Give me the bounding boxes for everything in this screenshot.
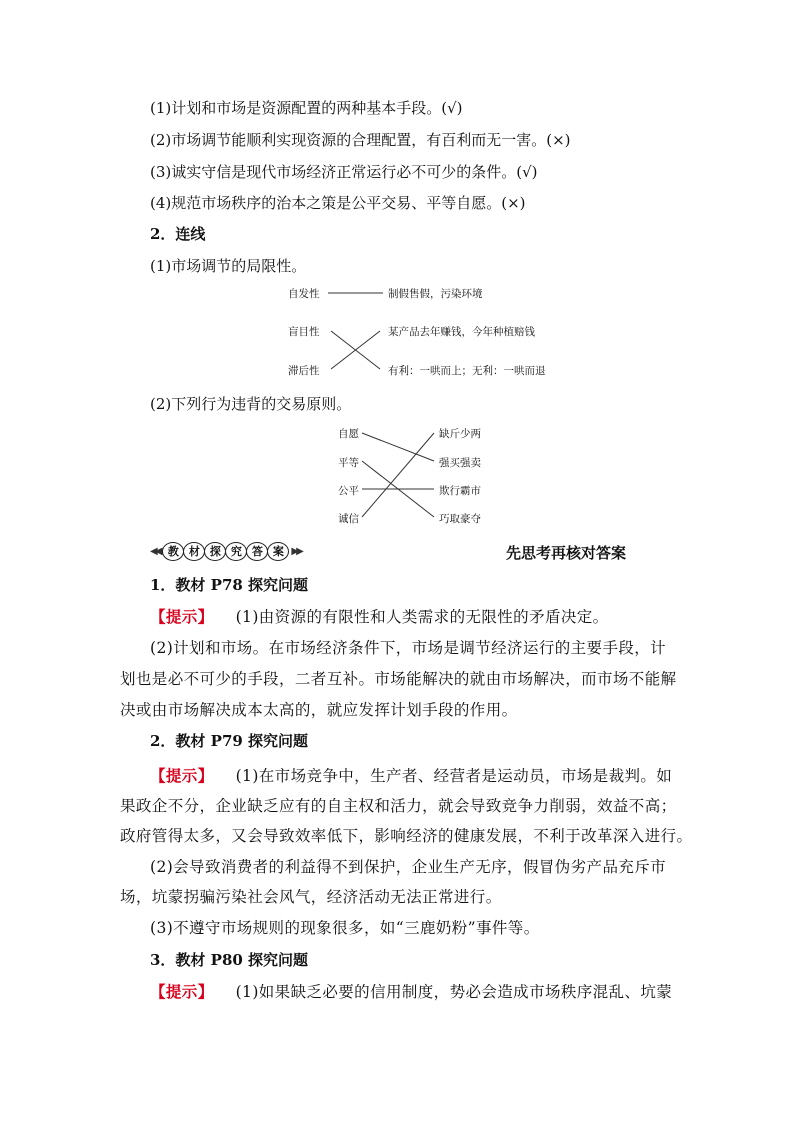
q2-line-1 — [150, 766, 672, 786]
banner-char: 究 — [225, 542, 247, 561]
q2-title: 2．教材 P79 探究问题 — [150, 732, 309, 750]
diagram2-right-4: 巧取豪夺 — [439, 513, 481, 525]
q2-line-4: (2)会导致消费者的利益得不到保护，企业生产无序，假冒伪劣产品充斥市 — [150, 858, 667, 876]
connector-voluntary — [362, 433, 434, 461]
banner-char: 材 — [183, 542, 205, 561]
q1-line-1-text: (1)由资源的有限性和人类需求的无限性的矛盾决定。 — [235, 608, 609, 626]
diagram2-left-4: 诚信 — [338, 513, 359, 525]
diagram1-right-1: 制假售假，污染环境 — [388, 288, 483, 300]
hint-label: 【提示】 — [150, 607, 214, 626]
diagram2-left-3: 公平 — [338, 485, 359, 497]
sub-2-title: (2)下列行为违背的交易原则。 — [150, 395, 352, 413]
diagram2-right-2: 强买强卖 — [439, 457, 481, 469]
diagram2-left-1: 自愿 — [338, 428, 359, 440]
q2-line-1-text: (1)在市场竞争中，生产者、经营者是运动员，市场是裁判。如 — [235, 767, 673, 785]
left-arrows-icon: ◀◀ — [150, 545, 160, 557]
banner-char: 案 — [267, 542, 289, 561]
q1-title: 1．教材 P78 探究问题 — [150, 576, 309, 594]
q2-line-3: 政府管得太多，又会导致效率低下，影响经济的健康发展，不利于改革深入进行。 — [120, 827, 693, 845]
q2-line-2: 果政企不分，企业缺乏应有的自主权和活力，就会导致竞争力削弱，效益不高； — [120, 797, 677, 815]
diagram1-left-3: 滞后性 — [288, 365, 320, 377]
q1-line-2: (2)计划和市场。在市场经济条件下，市场是调节经济运行的主要手段，计 — [150, 639, 667, 657]
section-2-title: 2．连线 — [150, 225, 206, 243]
banner-char: 答 — [246, 542, 268, 561]
q2-line-6: (3)不遵守市场规则的现象很多，如“三鹿奶粉”事件等。 — [150, 919, 540, 937]
q1-line-3: 划也是必不可少的手段，二者互补。市场能解决的就由市场解决，而市场不能解 — [120, 670, 677, 688]
q3-title: 3．教材 P80 探究问题 — [150, 951, 309, 969]
judgment-2: (2)市场调节能顺利实现资源的合理配置，有百利而无一害。(×) — [150, 131, 571, 149]
q1-line-4: 决或由市场解决成本太高的，就应发挥计划手段的作用。 — [120, 701, 518, 719]
diagram2-right-1: 缺斤少两 — [439, 428, 481, 440]
sub-1-title: (1)市场调节的局限性。 — [150, 257, 307, 275]
judgment-3: (3)诚实守信是现代市场经济正常运行必不可少的条件。(√) — [150, 163, 538, 181]
answer-banner — [150, 540, 301, 562]
q2-line-5: 场，坑蒙拐骗污染社会风气，经济活动无法正常进行。 — [120, 888, 502, 906]
banner-char: 教 — [162, 542, 184, 561]
q3-line-1-text: (1)如果缺乏必要的信用制度，势必会造成市场秩序混乱、坑蒙 — [235, 983, 673, 1001]
right-arrows-icon: ▶▶ — [291, 545, 301, 557]
q3-line-1 — [150, 982, 672, 1002]
diagram2-left-2: 平等 — [338, 457, 359, 469]
banner-char: 探 — [204, 542, 226, 561]
q1-line-1 — [150, 607, 609, 627]
diagram1-right-2: 某产品去年赚钱，今年种植赔钱 — [388, 326, 535, 338]
diagram1-right-3: 有利：一哄而上；无利：一哄而退 — [388, 365, 546, 377]
hint-label: 【提示】 — [150, 982, 214, 1001]
hint-label: 【提示】 — [150, 766, 214, 785]
diagram1-left-2: 盲目性 — [288, 326, 320, 338]
connector-integrity — [362, 433, 434, 517]
judgment-4: (4)规范市场秩序的治本之策是公平交易、平等自愿。(×) — [150, 194, 526, 212]
judgment-1: (1)计划和市场是资源配置的两种基本手段。(√) — [150, 99, 463, 117]
banner-title — [162, 542, 288, 561]
banner-right-text: 先思考再核对答案 — [506, 544, 627, 562]
diagram2-right-3: 欺行霸市 — [439, 485, 481, 497]
diagram1-left-1: 自发性 — [288, 288, 320, 300]
